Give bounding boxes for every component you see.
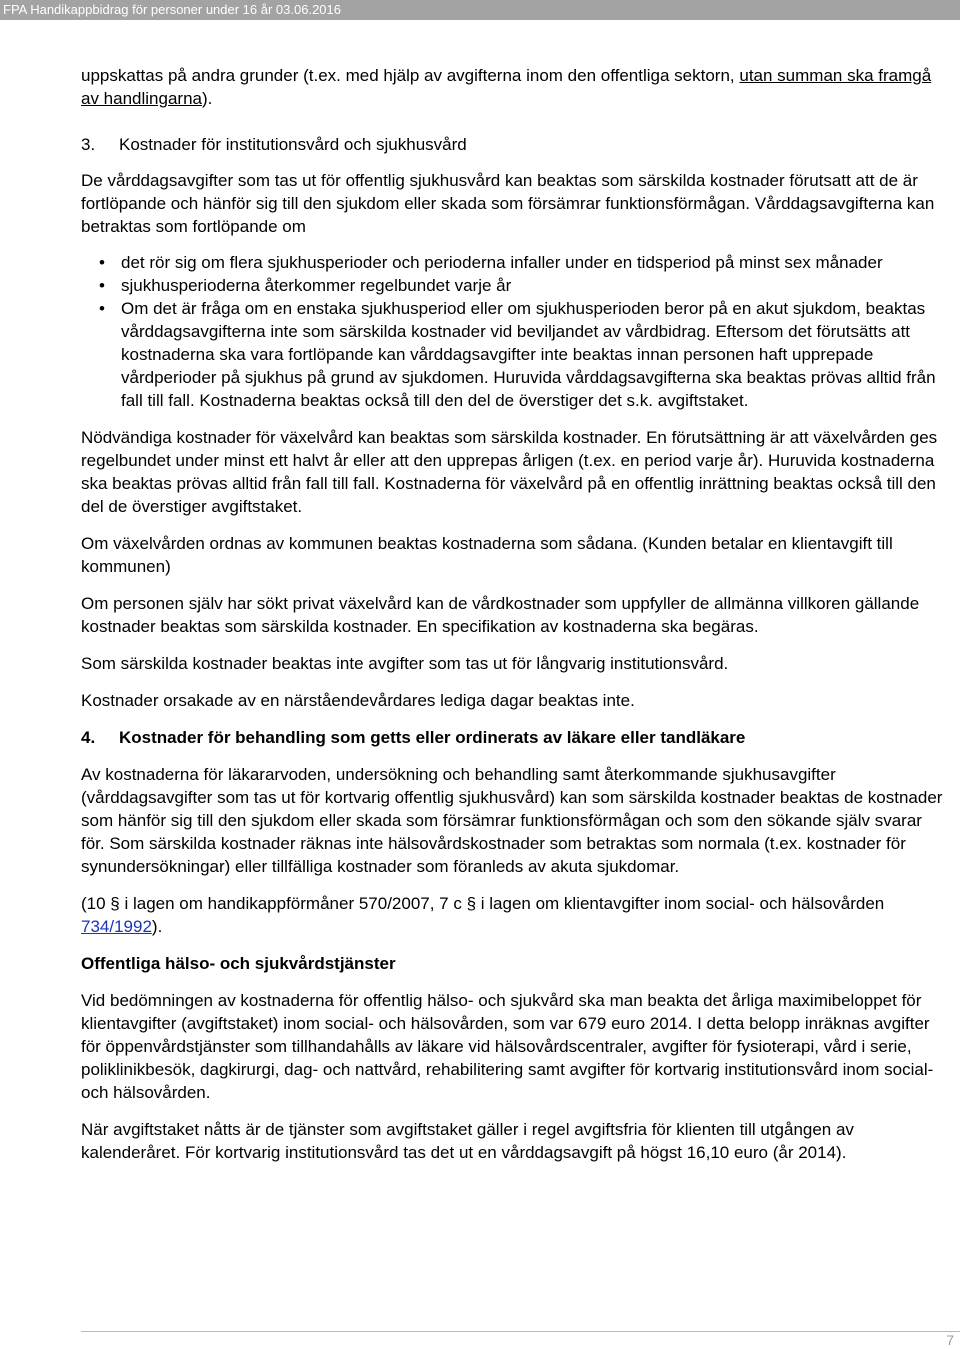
section-3-number: 3. (81, 135, 96, 154)
section-3-bullet-list (81, 251, 949, 412)
intro-text-end: ). (201, 89, 213, 108)
footer-divider (81, 1331, 960, 1332)
public-services-paragraph-1: Vid bedömningen av kostnaderna för offentlig hälso- och sjukvård ska man beakta det årliga maximibeloppet för klientavgifter (avgiftstaket) inom social- och hälsovården, som var 679 euro 2014. I detta belopp inräknas avgifter för öppenvårdstjänster som tillhandahålls av läkare vid hälsovårdscentraler, avgifter för fysioterapi, vård i serie, poliklinikbesök, dagkirurgi, dag- och nattvård, rehabilitering samt avgifter för kortvarig institutionsvård inom social- och hälsovården. (81, 991, 934, 1102)
section-3-heading (81, 133, 949, 156)
legal-reference-text: (10 § i lagen om handikappförmåner 570/2007, 7 c § i lagen om klientavgifter inom social- och hälsovården (81, 894, 885, 913)
section-4-number: 4. (81, 728, 96, 747)
section-3-paragraph-2: Nödvändiga kostnader för växelvård kan beaktas som särskilda kostnader. En förutsättning är att växelvården ges regelbundet under minst ett halvt år eller att den upprepas årligen (t.ex. en period varje år). Huruvida kostnaderna ska beaktas prövas alltid från fall till fall. Kostnaderna för växelvård på en offentlig inrättning beaktas också till den del de överstiger avgiftstaket. (81, 428, 938, 516)
section-3-paragraph-6: Kostnader orsakade av en närståendevårdares lediga dagar beaktas inte. (81, 691, 635, 710)
document-header: FPA Handikappbidrag för personer under 16 år 03.06.2016 (0, 0, 960, 20)
intro-paragraph (81, 64, 949, 110)
intro-underlined-text: utan summan ska framgå av handlingarna (81, 66, 932, 108)
legal-reference (81, 892, 949, 938)
section-4-heading (81, 726, 949, 749)
page-number: 7 (946, 1332, 954, 1348)
list-item: • det rör sig om flera sjukhusperioder och perioderna infaller under en tidsperiod på minst sex månader (81, 251, 949, 274)
section-3-paragraph-1: De vårddagsavgifter som tas ut för offentlig sjukhusvård kan beaktas som särskilda kostnader förutsatt att de är fortlöpande och hänför sig till den sjukdom eller skada som försämrar funktionsförmågan. Vårddagsavgifterna kan betraktas som fortlöpande om (81, 171, 935, 236)
section-3-paragraph-4: Om personen själv har sökt privat växelvård kan de vårdkostnader som uppfyller de allmänna villkoren gällande kostnader beaktas som särskilda kostnader. En specifikation av kostnaderna ska begäras. (81, 594, 920, 636)
public-services-heading: Offentliga hälso- och sjukvårdstjänster (81, 954, 396, 973)
section-3-paragraph-3: Om växelvården ordnas av kommunen beaktas kostnaderna som sådana. (Kunden betalar en klientavgift till kommunen) (81, 534, 893, 576)
section-3-paragraph-5: Som särskilda kostnader beaktas inte avgifter som tas ut för långvarig institutionsvård. (81, 654, 729, 673)
section-4-paragraph-1: Av kostnaderna för läkararvoden, undersökning och behandling samt återkommande sjukhusavgifter (vårddagsavgifter som tas ut för kortvarig offentlig sjukhusvård) kan som särskilda kostnader beaktas de kostnader som hänför sig till den sjukdom eller skada som försämrar funktionsförmågan och som den sökande själv svarar för. Som särskilda kostnader räknas inte hälsovårdskostnader som betraktas som normala (t.ex. kostnader för synundersökningar) eller tillfälliga kostnader som föranleds av akuta sjukdomar. (81, 765, 943, 876)
section-4-title: Kostnader för behandling som getts eller ordinerats av läkare eller tandläkare (119, 728, 746, 747)
list-item: • sjukhusperioderna återkommer regelbundet varje år (81, 274, 949, 297)
section-3-title: Kostnader för institutionsvård och sjukhusvård (119, 135, 467, 154)
list-item: • Om det är fråga om en enstaka sjukhusperiod eller om sjukhusperioden beror på en akut sjukdom, beaktas vårddagsavgifterna inte som särskilda kostnader vid beviljandet av vårdbidrag. Eftersom det förutsätts att kostnaderna ska vara fortlöpande kan vårddagsavgifter inte beaktas innan personen haft upprepade vårdperioder på sjukhus på grund av sjukdomen. Huruvida vårddagsavgifterna ska beaktas prövas alltid från fall till fall. Kostnaderna beaktas också till den del de överstiger det s.k. avgiftstaket. (81, 297, 949, 412)
public-services-paragraph-2: När avgiftstaket nåtts är de tjänster som avgiftstaket gäller i regel avgiftsfria för klienten till utgången av kalenderåret. För kortvarig institutionsvård tas det ut en vårddagsavgift på högst 16,10 euro (år 2014). (81, 1120, 854, 1162)
intro-text: uppskattas på andra grunder (t.ex. med hjälp av avgifterna inom den offentliga sektorn, (81, 66, 740, 85)
law-link[interactable]: 734/1992 (81, 917, 152, 936)
document-body (81, 64, 949, 1164)
legal-reference-end: ). (151, 917, 163, 936)
